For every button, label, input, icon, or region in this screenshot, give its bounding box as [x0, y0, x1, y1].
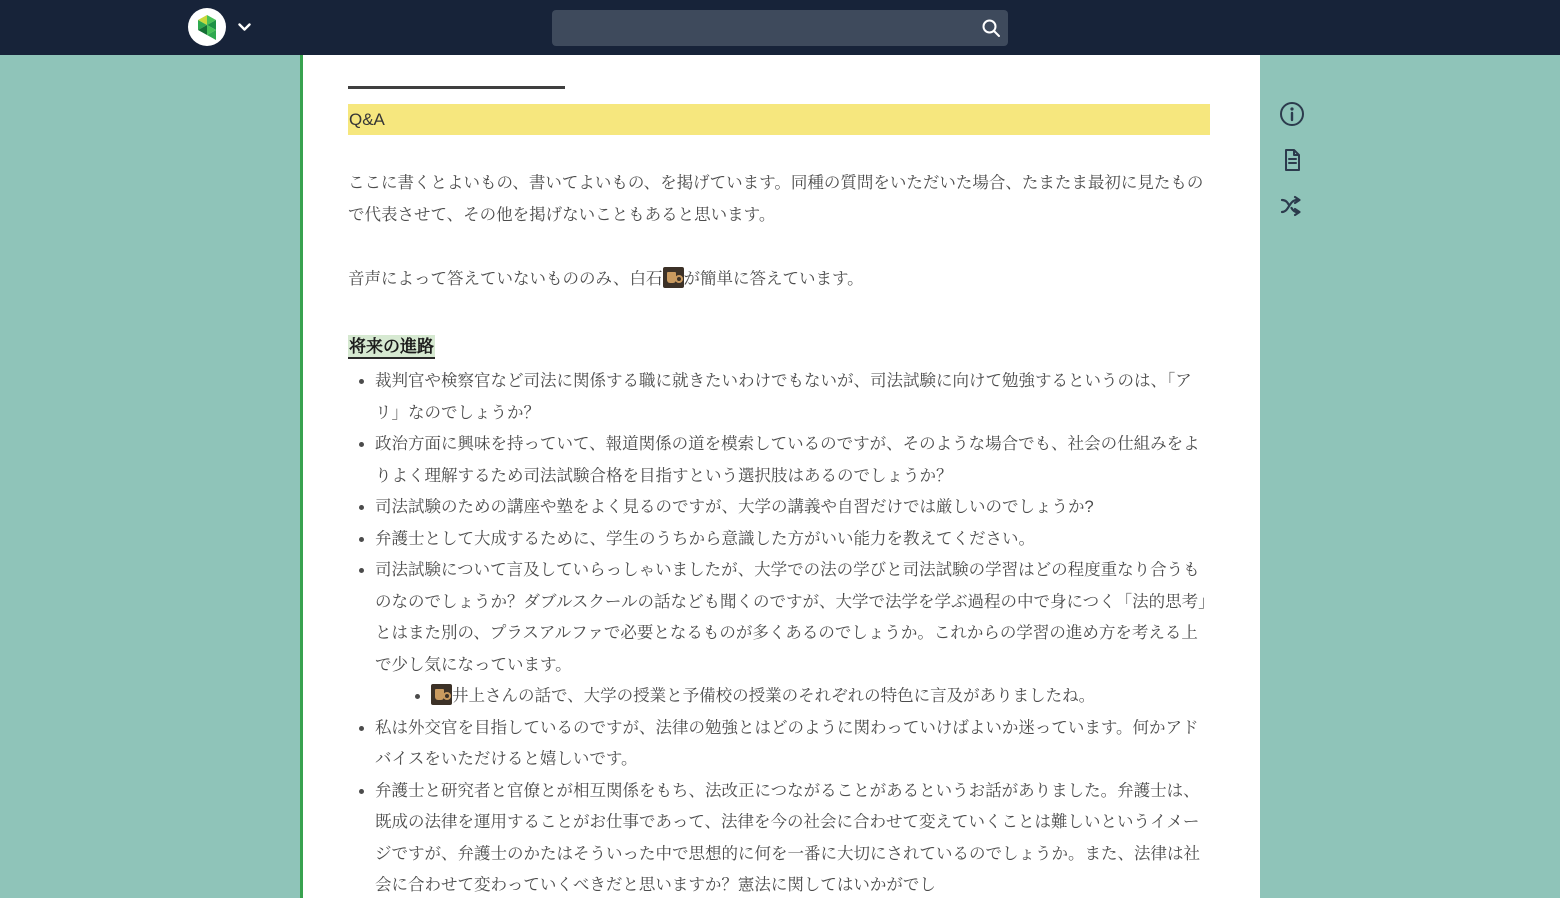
nested-list [404, 681, 1210, 713]
top-navbar [0, 0, 1560, 55]
scrapbox-logo-icon[interactable] [188, 8, 226, 46]
page-title: Q&A [348, 104, 1210, 135]
chevron-down-icon[interactable] [238, 23, 251, 32]
nested-list-item [404, 681, 1210, 713]
list-item: 政治方面に興味を持っていて、報道関係の道を模索しているのですが、そのような場合でも、社会の仕組みをよりよく理解するため司法試験合格を目指すという選択肢はあるのでしょうか？ [348, 429, 1210, 492]
list-item [348, 555, 1210, 713]
page-tools [1278, 100, 1306, 220]
search-icon[interactable] [974, 18, 1008, 38]
section-heading-link[interactable]: 将来の進路 [348, 335, 435, 359]
shuffle-icon[interactable] [1278, 192, 1306, 220]
wiki-page[interactable] [300, 55, 1260, 898]
section-heading [348, 332, 1210, 357]
list-item: 弁護士として大成するために、学生のうちから意識した方がいい能力を教えてください。 [348, 524, 1210, 556]
list-item: 裁判官や検察官など司法に関係する職に就きたいわけでもないが、司法試験に向けて勉強するというのは、「アリ」なのでしょうか？ [348, 366, 1210, 429]
list-item: 弁護士と研究者と官僚とが相互関係をもち、法改正につながることがあるというお話がありました。弁護士は、既成の法律を運用することがお仕事であって、法律を今の社会に合わせて変えていくことは難しいというイメージですが、弁護士のかたはそういった中で思想的に何を一番に大切にされているのでしょうか。また、法律は社会に合わせて変わっていくべきだと思いますか？憲法に関してはいかがでし [348, 776, 1210, 898]
horizontal-rule [348, 86, 565, 89]
search-bar[interactable] [552, 10, 1008, 46]
search-input[interactable] [552, 10, 974, 46]
info-icon[interactable] [1278, 100, 1306, 128]
voice-note-before: 音声によって答えていないもののみ、白石 [348, 270, 663, 288]
voice-note-line [348, 263, 1210, 295]
document-icon[interactable] [1278, 146, 1306, 174]
nested-reply-text: 井上さんの話で、大学の授業と予備校の授業のそれぞれの特色に言及がありましたね。 [452, 687, 1096, 705]
intro-paragraph: ここに書くとよいもの、書いてよいもの、を掲げています。同種の質問をいただいた場合、たまたま最初に見たもので代表させて、その他を掲げないこともあると思います。 [348, 174, 1204, 224]
voice-note-after: が簡単に答えています。 [683, 270, 864, 288]
project-menu-button[interactable] [188, 8, 251, 46]
list-item-text: 司法試験について言及していらっしゃいましたが、大学での法の学びと司法試験の学習はどの程度重なり合うものなのでしょうか？ダブルスクールの話なども聞くのですが、大学で法学を学ぶ過程の中で身につく「法的思考」とはまた別の、プラスアルファで必要となるものが多くあるのでしょうか。これからの学習の進め方を考える上で少し気になっています。 [375, 561, 1207, 674]
shiraishi-avatar-icon [431, 684, 452, 705]
shiraishi-avatar-icon [663, 267, 684, 288]
list-item: 私は外交官を目指しているのですが、法律の勉強とはどのように関わっていけばよいか迷っています。何かアドバイスをいただけると嬉しいです。 [348, 713, 1210, 776]
question-list [348, 366, 1210, 898]
list-item: 司法試験のための講座や塾をよく見るのですが、大学の講義や自習だけでは厳しいのでしょうか? [348, 492, 1210, 524]
